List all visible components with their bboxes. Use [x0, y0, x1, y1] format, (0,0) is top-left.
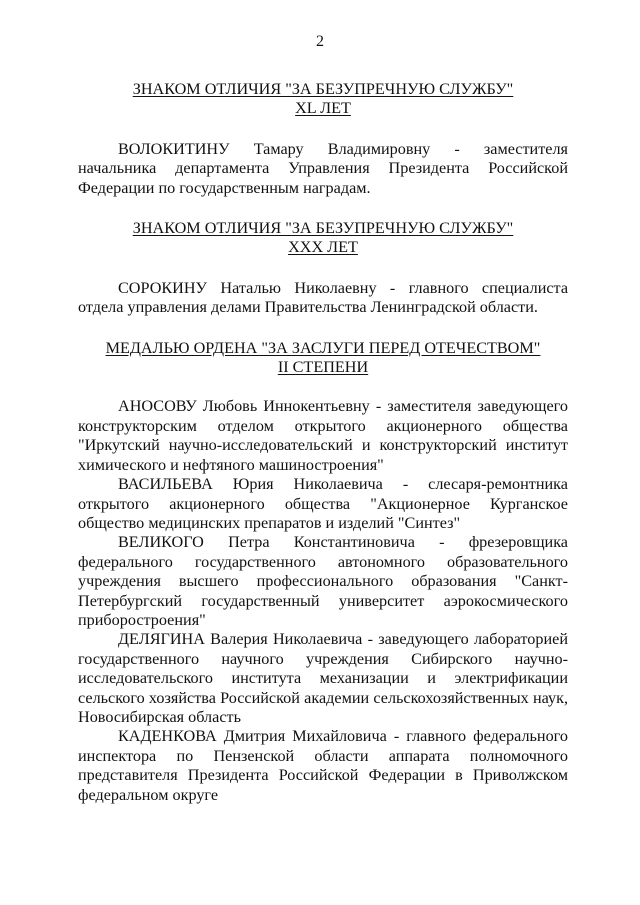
heading-line: XL ЛЕТ — [295, 99, 351, 118]
award-entry: ВЕЛИКОГО Петра Константиновича - фрезеровщика федерального государственного автономного образовательного учреждения высшего профессионального образования "Санкт-Петербургский государственный университет аэрокосмического приборостроения" — [78, 533, 568, 629]
heading-line: XXX ЛЕТ — [288, 238, 358, 257]
award-entry: ДЕЛЯГИНА Валерия Николаевича - заведующего лабораторией государственного научного учреждения Сибирского научно-исследовательского института механизации и электрификации сельского хозяйства Российской академии сельскохозяйственных наук, Новосибирская область — [78, 630, 568, 726]
heading-line: ЗНАКОМ ОТЛИЧИЯ "ЗА БЕЗУПРЕЧНУЮ СЛУЖБУ" — [132, 219, 514, 238]
document-body — [78, 80, 568, 805]
award-entry: КАДЕНКОВА Дмитрия Михайловича - главного федерального инспектора по Пензенской области аппарата полномочного представителя Президента Российской Федерации в Приволжском федеральном округе — [78, 727, 568, 804]
award-entry: СОРОКИНУ Наталью Николаевну - главного специалиста отдела управления делами Правительства Ленинградской области. — [78, 278, 568, 317]
heading-line: МЕДАЛЬЮ ОРДЕНА "ЗА ЗАСЛУГИ ПЕРЕД ОТЕЧЕСТВОМ" — [105, 338, 541, 357]
award-entry: ВАСИЛЬЕВА Юрия Николаевича - слесаря-ремонтника открытого акционерного общества "Акционерное Курганское общество медицинских препаратов и изделий "Синтез" — [78, 475, 568, 532]
section-heading — [78, 339, 568, 378]
award-entry: ВОЛОКИТИНУ Тамару Владимировну - заместителя начальника департамента Управления Президента Российской Федерации по государственным наградам. — [78, 139, 568, 197]
section-heading — [78, 80, 568, 119]
section-heading — [78, 219, 568, 258]
heading-line: II СТЕПЕНИ — [277, 358, 369, 377]
page-number: 2 — [316, 33, 324, 50]
award-entry: АНОСОВУ Любовь Иннокентьевну - заместителя заведующего конструкторским отделом открытого акционерного общества "Иркутский научно-исследовательский и конструкторский институт химического и нефтяного машиностроения" — [78, 397, 568, 474]
heading-line: ЗНАКОМ ОТЛИЧИЯ "ЗА БЕЗУПРЕЧНУЮ СЛУЖБУ" — [132, 80, 514, 98]
